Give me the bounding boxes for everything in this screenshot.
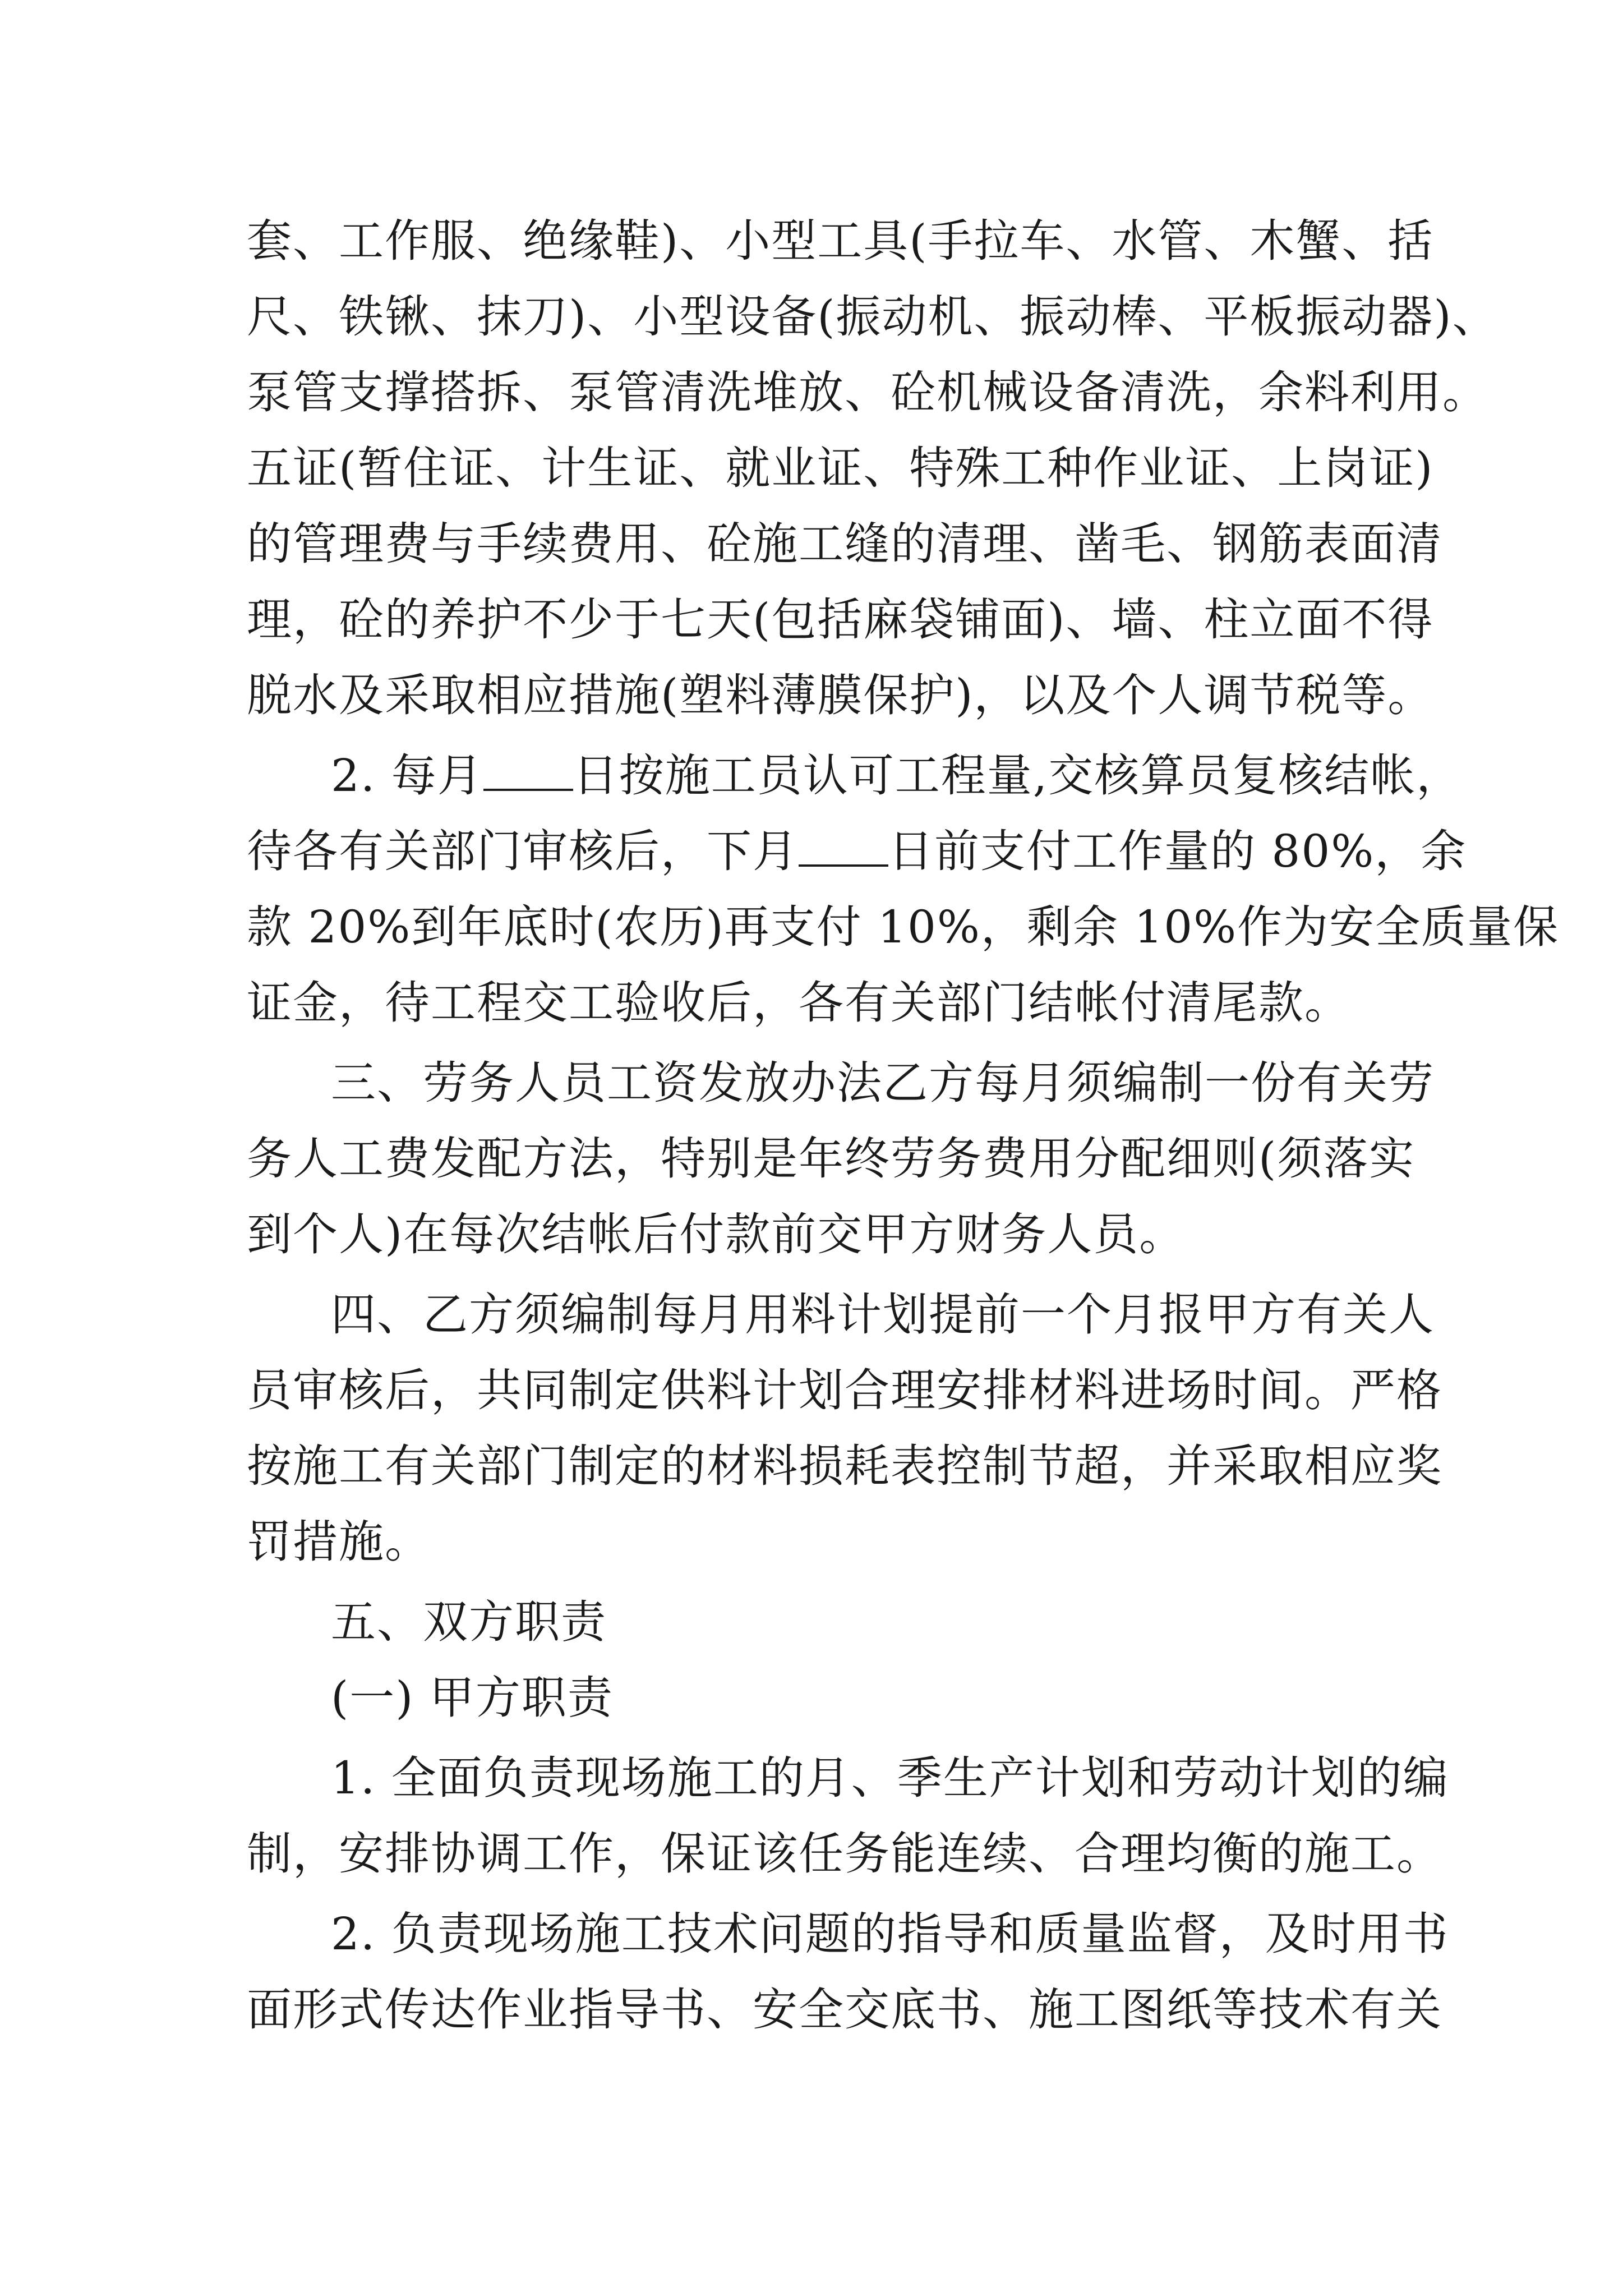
text-line: 脱水及采取相应措施(塑料薄膜保护)，以及个人调节税等。	[247, 669, 1434, 721]
document-body	[247, 203, 1560, 2047]
text-line: 务人工费发配方法，特别是年终劳务费用分配细则(须落实	[247, 1133, 1415, 1185]
text-line: 按施工有关部门制定的材料损耗表控制节超，并采取相应奖	[247, 1440, 1442, 1492]
text-segment: 日前支付工作量的 80%，余	[888, 825, 1467, 877]
text-line: 面形式传达作业指导书、安全交底书、施工图纸等技术有关	[247, 1984, 1442, 2036]
paragraph-payment-line	[247, 813, 1467, 889]
fill-in-blank	[483, 754, 573, 791]
text-line: 员审核后，共同制定供料计划合理安排材料进场时间。严格	[247, 1364, 1442, 1416]
paragraph-first-line: 1. 全面负责现场施工的月、季生产计划和劳动计划的编	[331, 1752, 1449, 1804]
text-segment: 日按施工员认可工程量,交核算员复核结帐，	[573, 749, 1463, 802]
paragraph-first-line: 四、乙方须编制每月用料计划提前一个月报甲方有关人	[331, 1289, 1435, 1341]
paragraph-first-line: 2. 负责现场施工技术问题的指导和质量监督，及时用书	[331, 1908, 1449, 1960]
text-line: 到个人)在每次结帐后付款前交甲方财务人员。	[247, 1208, 1186, 1260]
text-line: 罚措施。	[247, 1516, 431, 1568]
text-line: 五证(暂住证、计生证、就业证、特殊工种作业证、上岗证)	[247, 442, 1434, 494]
text-line: 款 20%到年底时(农历)再支付 10%，剩余 10%作为安全质量保	[247, 901, 1560, 953]
text-line: 理，砼的养护不少于七天(包括麻袋铺面)、墙、柱立面不得	[247, 593, 1434, 646]
text-line: 套、工作服、绝缘鞋)、小型工具(手拉车、水管、木蟹、括	[247, 215, 1434, 267]
text-segment: 2. 每月	[331, 749, 483, 802]
text-line: 证金，待工程交工验收后，各有关部门结帐付清尾款。	[247, 977, 1350, 1029]
text-line: 尺、铁锹、抹刀)、小型设备(振动机、振动棒、平板振动器)、	[247, 291, 1498, 343]
section-heading: 五、双方职责	[331, 1596, 607, 1648]
text-segment: 待各有关部门审核后，下月	[247, 825, 799, 877]
text-line: 泵管支撑搭拆、泵管清洗堆放、砼机械设备清洗，余料利用。	[247, 366, 1488, 418]
fill-in-blank	[799, 830, 888, 867]
paragraph-first-line: 三、劳务人员工资发放办法乙方每月须编制一份有关劳	[331, 1057, 1435, 1109]
subsection-heading: (一) 甲方职责	[331, 1672, 614, 1724]
paragraph-payment-line	[247, 738, 1463, 813]
text-line: 的管理费与手续费用、砼施工缝的清理、凿毛、钢筋表面清	[247, 518, 1442, 570]
text-line: 制，安排协调工作，保证该任务能连续、合理均衡的施工。	[247, 1828, 1442, 1880]
